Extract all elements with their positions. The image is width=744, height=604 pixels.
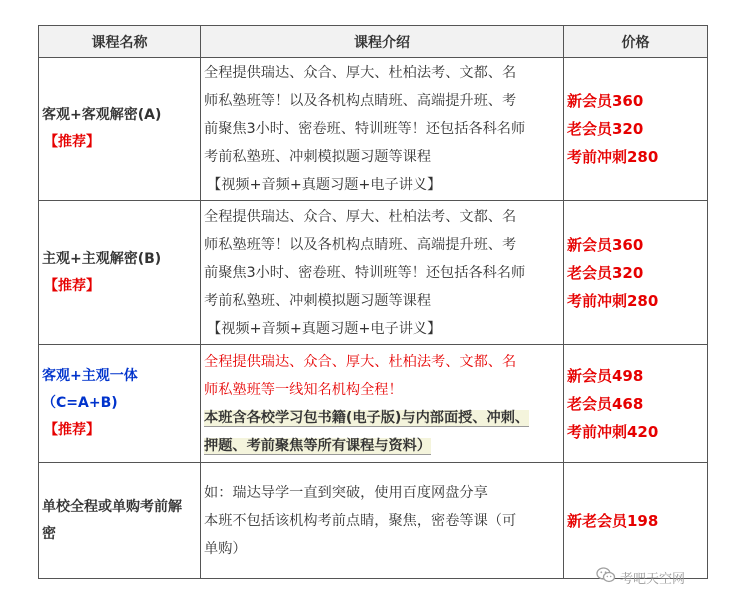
- course-name-cell: [39, 201, 201, 345]
- recommend-badge: 【推荐】: [44, 277, 100, 294]
- price-cell: [564, 345, 708, 463]
- table-header-row: [39, 26, 708, 58]
- description-line: 师私塾班等！以及各机构点睛班、高端提升班、考: [204, 93, 517, 109]
- course-description-cell: [201, 345, 564, 463]
- description-line: 【视频+音频+真题习题+电子讲义】: [207, 177, 442, 193]
- description-line: 单购）: [204, 540, 247, 557]
- description-line: 全程提供瑞达、众合、厚大、杜柏法考、文都、名: [204, 353, 517, 370]
- price-line: 老会员468: [567, 394, 644, 413]
- description-line: 【视频+音频+真题习题+电子讲义】: [207, 320, 442, 337]
- description-line: 师私塾班等一线知名机构全程！: [204, 381, 403, 398]
- course-name: 单校全程或单购考前解: [42, 498, 182, 515]
- price-line: 老会员320: [567, 120, 644, 138]
- recommend-badge: 【推荐】: [44, 134, 100, 150]
- price-cell: [564, 463, 708, 579]
- course-description-cell: [201, 463, 564, 579]
- description-line: 本班不包括该机构考前点睛，聚焦，密卷等课（可: [204, 512, 517, 529]
- course-name: 主观+主观解密(B): [42, 250, 162, 267]
- price-line: 老会员320: [567, 263, 644, 282]
- header-course-name: 课程名称: [39, 26, 201, 58]
- course-name-cell: [39, 463, 201, 579]
- course-description-cell: [201, 58, 564, 201]
- course-table: [38, 25, 708, 579]
- course-name-cell: [39, 58, 201, 201]
- price-line: 新会员360: [567, 92, 644, 110]
- wechat-icon: [596, 567, 616, 587]
- price-line: 考前冲刺280: [567, 148, 659, 166]
- watermark: [596, 567, 685, 587]
- course-name: 客观+主观一体: [42, 368, 138, 384]
- price-cell: [564, 58, 708, 201]
- description-line: 全程提供瑞达、众合、厚大、杜柏法考、文都、名: [204, 65, 517, 81]
- watermark-text: 考吧天空网: [620, 571, 686, 587]
- course-name-cell: [39, 345, 201, 463]
- course-description-cell: [201, 201, 564, 345]
- table-row: [39, 345, 708, 463]
- price-line: 新老会员198: [567, 511, 659, 530]
- description-line: 全程提供瑞达、众合、厚大、杜柏法考、文都、名: [204, 208, 517, 225]
- price-line: 新会员360: [567, 235, 644, 254]
- description-line: 师私塾班等！以及各机构点睛班、高端提升班、考: [204, 236, 517, 253]
- table-row: [39, 463, 708, 579]
- description-line: 考前私塾班、冲刺模拟题习题等课程: [204, 292, 432, 309]
- course-name-formula: （C=A+B): [42, 395, 118, 411]
- recommend-badge: 【推荐】: [44, 422, 100, 438]
- description-line: 考前私塾班、冲刺模拟题习题等课程: [204, 149, 432, 165]
- description-line: 前聚焦3小时、密卷班、特训班等！还包括各科名师: [204, 121, 526, 137]
- course-name: 密: [42, 525, 56, 542]
- description-line: 前聚焦3小时、密卷班、特训班等！还包括各科名师: [204, 264, 526, 281]
- header-price: 价格: [564, 26, 708, 58]
- price-line: 考前冲刺280: [567, 291, 659, 310]
- course-name: 客观+客观解密(A): [42, 107, 162, 123]
- highlighted-description: 押题、考前聚焦等所有课程与资料）: [204, 437, 432, 454]
- price-line: 考前冲刺420: [567, 422, 659, 441]
- description-line: 如：瑞达导学一直到突破，使用百度网盘分享: [204, 484, 488, 501]
- table-row: [39, 201, 708, 345]
- header-course-intro: 课程介绍: [201, 26, 564, 58]
- price-line: 新会员498: [567, 366, 644, 385]
- table-row: [39, 58, 708, 201]
- price-cell: [564, 201, 708, 345]
- highlighted-description: 本班含各校学习包书籍(电子版)与内部面授、冲刺、: [204, 409, 530, 426]
